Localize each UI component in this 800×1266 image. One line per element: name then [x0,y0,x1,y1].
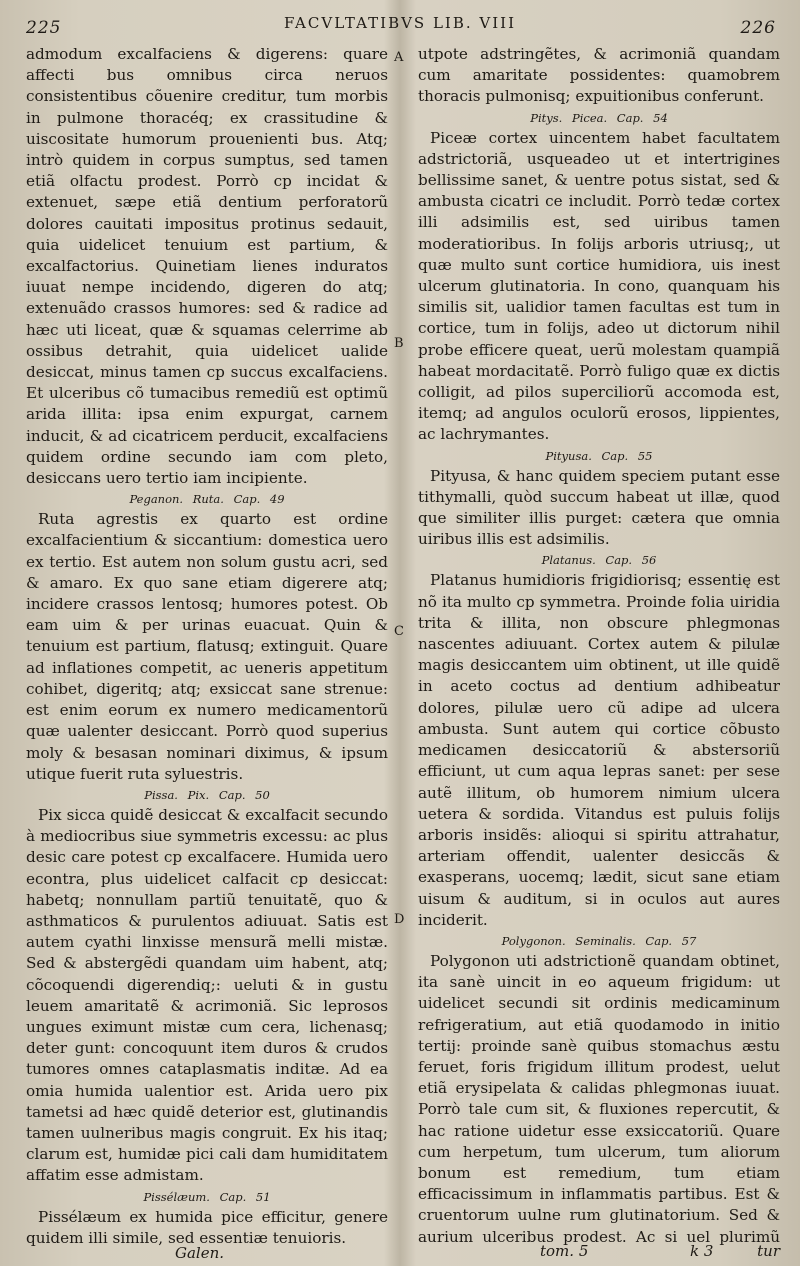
signature-left: tom. 5 [540,1242,589,1260]
text-paragraph: Platanus humidioris frigidiorisq; essentię est nõ ita multo cp symmetra. Proinde folia uiridia trita & illita, non obscure phlegmonas nascentes adiuuant. Cortex autem & pilulæ magis desiccantem uim obtinent, ut ille quidẽ in aceto coctus ad dentium adhibeatur dolores, pilulæ uero cũ adipe ad ulcera ambusta. Sunt autem qui cortice cõbusto medicamen desiccatoriũ & abstersoriũ efficiunt, ut cum aqua lepras sanet: per sese autẽ illitum, ob humorem nimium ulcera uetera & sordida. Vitandus est puluis folijs arboris insidẽs: alioqui si spiritu attrahatur, arteriam offendit, ualenter desiccãs & exasperans, uocemq; lædit, sicut sane etiam uisum & auditum, si in oculos aut aures inciderit. [418,571,780,929]
catchword-left: Galen. [175,1244,225,1262]
left-text-column [26,44,388,1246]
chapter-heading: Platanus. Cap. 56 [541,553,657,568]
signature-mark: k 3 [690,1242,714,1260]
right-text-column [418,44,780,1246]
page-number-right: 226 [740,18,776,38]
chapter-heading: Peganon. Ruta. Cap. 49 [129,492,285,507]
text-paragraph: Piceæ cortex uincentem habet facultatem adstrictoriã, usqueadeo ut et intertrigines bellissime sanet, & uentre potus sistat, sed & ambusta cicatri ce includit. Porrò tedæ cortex illi adsimilis est, sed uiribus tamen moderatioribus. In folijs arboris utriusq;, ut quæ multo sunt cortice humidiora, uis inest ulcerum glutinatoria. In cono, quanquam his similis sit, ualidior tamen facultas est tum in cortice, tum in folijs, adeo ut dictorum nihil probe efficere queat, uerũ molestam quampiã habeat mordacitatẽ. Porrò fuligo quæ ex dictis colligit, ad pilos superciliorũ accomoda est, itemq; ad angulos oculorũ erosos, lippientes, ac lachrymantes. [418,128,780,444]
chapter-heading: Pissa. Pix. Cap. 50 [144,787,270,802]
margin-letter-d: D [394,912,405,927]
running-header [22,8,778,38]
text-paragraph: Pityusa, & hanc quidem speciem putant esse tithymalli, quòd succum habeat ut illæ, quod que similiter illis purget: cætera que omnia uiribus illis est adsimilis. [418,466,780,549]
page-footer [440,1242,780,1264]
margin-letter-a: A [394,50,404,65]
text-paragraph: Ruta agrestis ex quarto est ordine excalfacientium & siccantium: domestica uero ex tertio. Est autem non solum gustu acri, sed & amaro. Ex quo sane etiam digerere atq; incidere crassos lentosq; humores potest. Ob eam uim & per urinas euacuat. Quin & tenuium est partium, flatusq; extinguit. Quare ad inflationes competit, ac ueneris appetitum cohibet, digeritq; atq; exsiccat sane strenue: est enim eorum ex numero medicamentorũ quæ ualenter desiccant. Porrò quod superius moly & besasan nominari diximus, & ipsum utique fuerit ruta syluestris. [26,510,388,783]
chapter-heading: Pityusa. Cap. 55 [545,448,653,463]
chapter-heading: Pissélæum. Cap. 51 [143,1189,271,1204]
text-paragraph: Polygonon uti adstrictionẽ quandam obtinet, ita sanè uincit in eo aqueum frigidum: ut uidelicet secundi sit ordinis medicaminum refrigeratium, aut etiã quodamodo in initio tertij: proinde sanè quibus stomachus æstu feruet, foris frigidum illitum prodest, uelut etiã erysipelata & calidas phlegmonas iuuat. Porrò tale cum sit, & fluxiones repercutit, & hac ratione uidetur esse exsiccatoriũ. Quare cum herpetum, tum ulcerum, tum aliorum bonum est remedium, tum etiam efficacissimum in inflammatis partibus. Est & cruentorum uulne rum glutinatorium. Sed & aurium ulceribus prodest. Ac si uel plurimũ [418,951,780,1246]
text-paragraph: admodum excalfaciens & digerens: quare affecti bus omnibus circa neruos consistentibus cõuenire creditur, tum morbis in pulmone thoracéq; ex crassitudine & uiscositate humorum prouenienti bus. Atq; intrò quidem in corpus sumptus, sed tamen etiã olfactu prodest. Porrò cp incidat & extenuet, sæpe etiã dentium perforatorũ dolores cauitati impositus protinus sedauit, quia uidelicet tenuium est partium, & excalfactorius. Quinetiam lienes induratos iuuat nempe incidendo, digeren do atq; extenuãdo crassos humores: sed & radice ad hæc uti liceat, quæ & squamas celerrime ab ossibus detrahit, quia uidelicet ualide desiccat, minus tamen cp succus excalfaciens. Et ulceribus cõ tumacibus remediũ est optimũ arida illita: ipsa enim expurgat, carnem inducit, & ad cicatricem perducit, excalfaciens quidem ordine secundo iam com pleto, desiccans uero tertio iam incipiente. [26,45,388,488]
text-paragraph: utpote adstringẽtes, & acrimoniã quandam cum amaritate possidentes: quamobrem thoracis pulmonisq; expuitionibus conferunt. [418,45,780,106]
catchword-right: tur [757,1242,780,1260]
text-paragraph: Pix sicca quidẽ desiccat & excalfacit secundo à mediocribus siue symmetris excessu: ac plus desic care potest cp excalfacere. Humida uero econtra, plus uidelicet calfacit cp desiccat: habetq; nonnullam partiũ tenuitatẽ, quo & asthmaticos & purulentos adiuuat. Satis est autem cyathi linxisse mensurã melli mistæ. Sed & abstergẽdi quandam uim habent, atq; cõcoquendi digerendiq;: ueluti & in gustu leuem amaritatẽ & acrimoniã. Sic leprosos ungues eximunt mistæ cum cera, lichenasq; deter gunt: concoquunt item duros & crudos tumores omnes cataplasmatis inditæ. Ad ea omia humida ualentior est. Arida uero pix tametsi ad hæc quidẽ deterior est, glutinandis tamen uulneribus magis congruit. Ex his itaq; clarum est, humidæ pici cali dam humiditatem affatim esse admistam. [26,805,388,1185]
running-title: FACVLTATIBVS LIB. VIII [283,14,517,32]
page-number-left: 225 [26,18,62,38]
text-paragraph: Pissélæum ex humida pice efficitur, genere quidem illi simile, sed essentiæ tenuioris. [26,1207,388,1246]
margin-letter-c: C [394,624,404,639]
chapter-heading: Polygonon. Seminalis. Cap. 57 [501,933,697,948]
margin-letter-b: B [394,336,404,351]
chapter-heading: Pitys. Picea. Cap. 54 [530,110,668,125]
